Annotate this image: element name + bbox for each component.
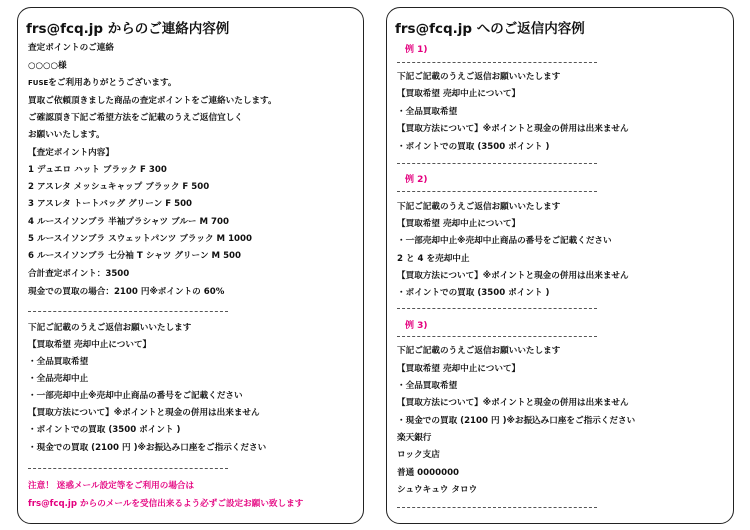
- divider: [397, 308, 597, 309]
- example-label: 例 2): [405, 175, 428, 185]
- item-line: 4 ルースイソンブラ 半袖プラシャツ ブルー M 700: [28, 217, 229, 227]
- greeting-text: をご利用ありがとうございます。: [48, 78, 177, 88]
- item-line: 1 デュエロ ハット ブラック F 300: [28, 165, 167, 175]
- divider: [397, 336, 597, 337]
- example-line: 【買取方法について】※ポイントと現金の併用は出来ません: [397, 124, 629, 134]
- example-line: 【買取希望 売却中止について】: [397, 219, 521, 229]
- example-line: 【買取方法について】※ポイントと現金の併用は出来ません: [397, 398, 629, 408]
- example-line: 【買取希望 売却中止について】: [397, 89, 521, 99]
- item-line: 2 アスレタ メッシュキャップ ブラック F 500: [28, 182, 210, 192]
- example-line: ・ポイントでの買取 (3500 ポイント ): [397, 142, 550, 152]
- divider: [28, 468, 228, 469]
- example-line: 2 と 4 を売却中止: [397, 254, 470, 264]
- reply-line: 下記ご記載のうえご返信お願いいたします: [28, 323, 192, 333]
- example-line: 普通 0000000: [397, 468, 460, 478]
- item-line: 3 アスレタ トートバッグ グリーン F 500: [28, 199, 193, 209]
- divider: [397, 191, 597, 192]
- cash-line: 現金での買取の場合：2100 円※ポイントの 60%: [28, 287, 225, 297]
- divider: [397, 62, 597, 63]
- notice-line: 注意！ 迷惑メール設定等をご利用の場合は: [28, 481, 195, 491]
- example-line: シュウキュウ タロウ: [397, 485, 478, 495]
- notice-line: frs@fcq.jp からのメールを受信出来るよう必ずご設定お願い致します: [28, 499, 304, 509]
- recipient-line: ○○○○様: [28, 61, 67, 71]
- intro-line: お願いいたします。: [28, 130, 105, 140]
- example-line: 下記ご記載のうえご返信お願いいたします: [397, 202, 561, 212]
- reply-example-panel: [386, 7, 734, 524]
- intro-line: ご確認頂き下記ご希望方法をご記載のうえご返信宜しく: [28, 113, 243, 123]
- points-header: 【査定ポイント内容】: [28, 148, 114, 158]
- total-line: 合計査定ポイント：3500: [28, 269, 130, 279]
- example-line: ・現金での買取 (2100 円 )※お振込み口座をご指示ください: [397, 416, 636, 426]
- example-line: 下記ご記載のうえご返信お願いいたします: [397, 346, 561, 356]
- item-line: 6 ルースイソンブラ 七分袖 T シャツ グリーン M 500: [28, 251, 242, 261]
- reply-line: 【買取希望 売却中止について】: [28, 340, 152, 350]
- example-line: 下記ご記載のうえご返信お願いいたします: [397, 72, 561, 82]
- reply-line: ・全品買取希望: [28, 357, 89, 367]
- contact-example-panel: [17, 7, 364, 524]
- brand-name: FUSE: [28, 79, 49, 87]
- reply-line: ・ポイントでの買取 (3500 ポイント ): [28, 425, 181, 435]
- item-line: 5 ルースイソンブラ スウェットパンツ ブラック M 1000: [28, 234, 252, 244]
- divider: [397, 163, 597, 164]
- reply-line: ・一部売却中止※売却中止商品の番号をご記載ください: [28, 391, 243, 401]
- divider: [397, 507, 597, 508]
- example-label: 例 1): [405, 45, 428, 55]
- example-line: ・全品買取希望: [397, 381, 458, 391]
- intro-line: 買取ご依頼頂きました商品の査定ポイントをご連絡いたします。: [28, 96, 277, 106]
- reply-line: 【買取方法について】※ポイントと現金の併用は出来ません: [28, 408, 260, 418]
- example-line: 【買取方法について】※ポイントと現金の併用は出来ません: [397, 271, 629, 281]
- example-line: ロック支店: [397, 450, 440, 460]
- reply-line: ・現金での買取 (2100 円 )※お振込み口座をご指示ください: [28, 443, 267, 453]
- divider: [28, 311, 228, 312]
- panel-title: frs@fcq.jp からのご連絡内容例: [26, 21, 230, 37]
- example-line: ・全品買取希望: [397, 107, 458, 117]
- example-line: ・ポイントでの買取 (3500 ポイント ): [397, 288, 550, 298]
- greeting-line: [28, 77, 177, 89]
- example-line: 楽天銀行: [397, 433, 432, 443]
- reply-line: ・全品売却中止: [28, 374, 89, 384]
- subject-line: 査定ポイントのご連絡: [28, 43, 114, 53]
- example-line: 【買取希望 売却中止について】: [397, 364, 521, 374]
- panel-title: frs@fcq.jp へのご返信内容例: [395, 21, 585, 37]
- example-line: ・一部売却中止※売却中止商品の番号をご記載ください: [397, 236, 612, 246]
- example-label: 例 3): [405, 321, 428, 331]
